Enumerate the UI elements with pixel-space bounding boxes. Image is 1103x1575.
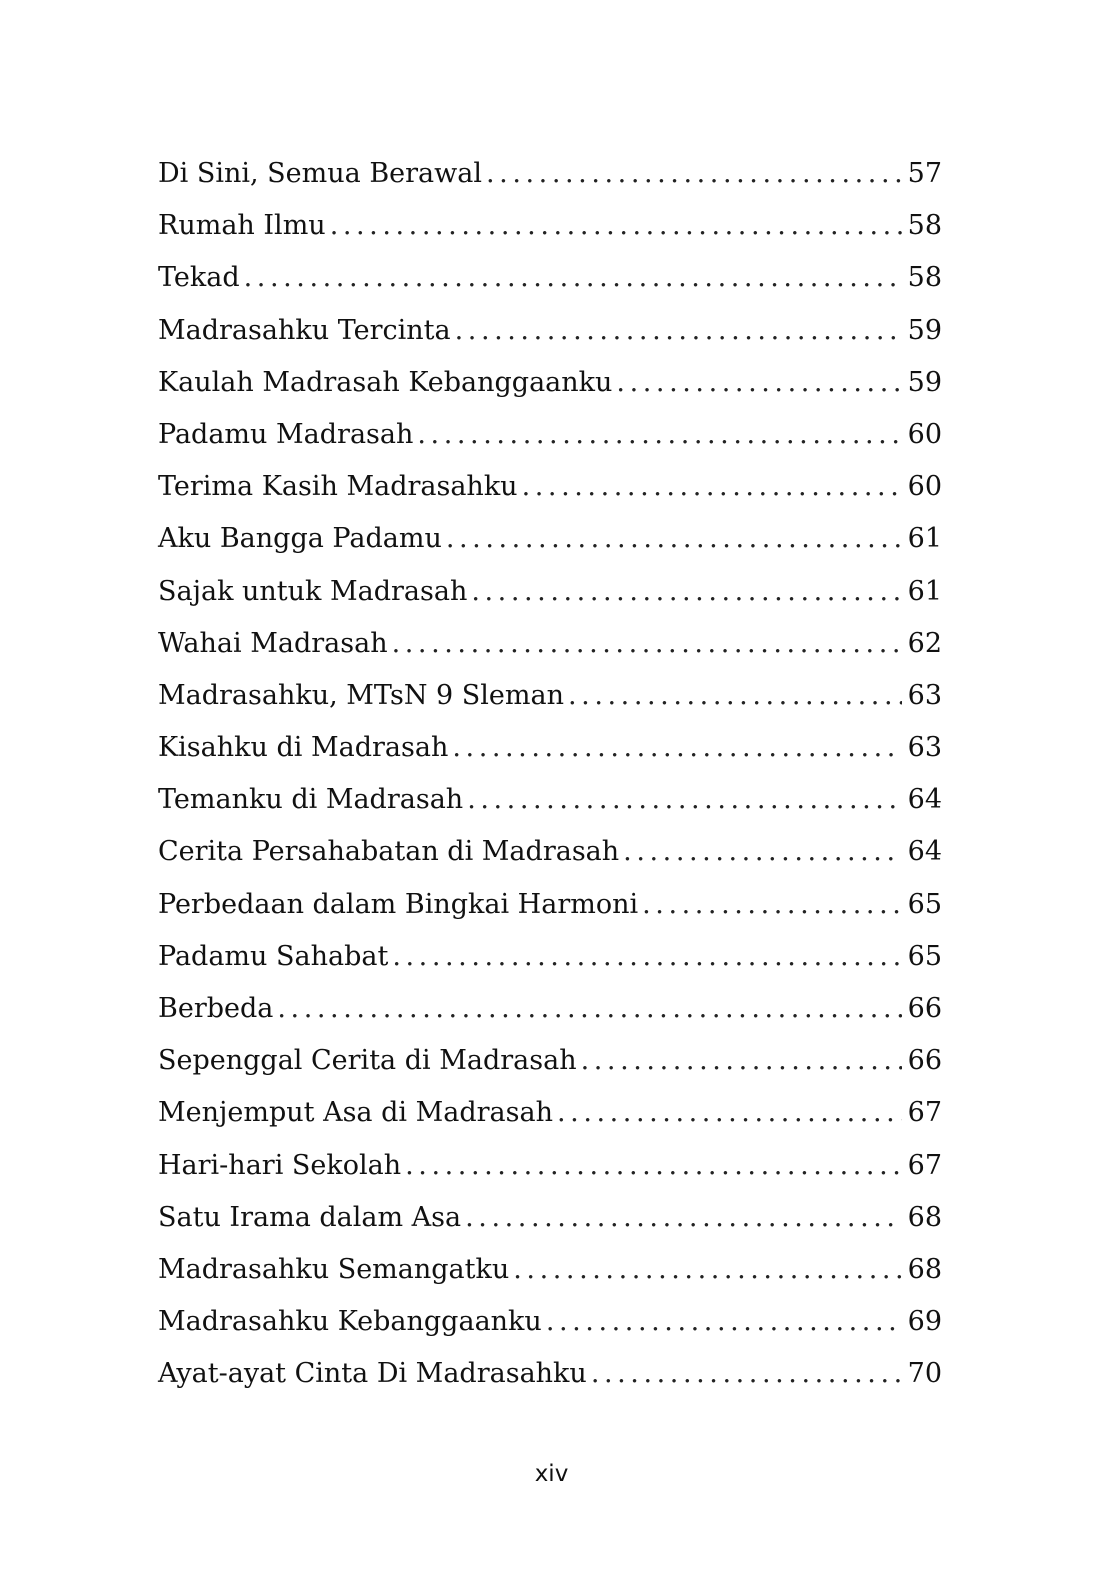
toc-entry-title: Terima Kasih Madrasahku <box>158 471 518 503</box>
page-number: xiv <box>534 1461 569 1487</box>
toc-dot-leader <box>623 830 901 874</box>
toc-entry-title: Madrasahku Semangatku <box>158 1253 510 1285</box>
toc-entry-title: Di Sini, Semua Berawal <box>158 158 482 189</box>
toc-entry-page: 58 <box>907 262 942 294</box>
toc-entry <box>158 1248 942 1300</box>
toc-entry-page: 68 <box>907 1253 942 1285</box>
toc-entry <box>158 1039 942 1091</box>
toc-dot-leader <box>244 256 902 300</box>
toc-entry <box>158 1144 942 1196</box>
toc-entry <box>158 1352 942 1404</box>
toc-entry-title: Ayat-ayat Cinta Di Madrasahku <box>158 1358 587 1390</box>
toc-entry-page: 61 <box>907 575 942 607</box>
toc-dot-leader <box>392 935 901 979</box>
table-of-contents <box>158 152 942 1405</box>
toc-entry-title: Temanku di Madrasah <box>158 784 464 816</box>
toc-entry <box>158 622 942 674</box>
toc-entry-page: 57 <box>907 158 942 189</box>
toc-entry-page: 65 <box>907 888 942 920</box>
toc-dot-leader <box>455 309 902 353</box>
toc-entry-title: Kisahku di Madrasah <box>158 732 449 764</box>
toc-entry <box>158 935 942 987</box>
toc-entry <box>158 778 942 830</box>
toc-entry-title: Kaulah Madrasah Kebanggaanku <box>158 366 613 398</box>
toc-dot-leader <box>642 883 902 927</box>
toc-entry-page: 64 <box>907 836 942 868</box>
toc-entry-page: 59 <box>907 314 942 346</box>
toc-dot-leader <box>277 987 901 1031</box>
toc-dot-leader <box>591 1352 902 1396</box>
toc-dot-leader <box>522 465 902 509</box>
toc-entry-title: Sepenggal Cerita di Madrasah <box>158 1045 577 1077</box>
toc-entry-page: 64 <box>907 784 942 816</box>
toc-entry-page: 63 <box>907 732 942 764</box>
toc-entry <box>158 204 942 256</box>
toc-dot-leader <box>405 1144 902 1188</box>
toc-entry-title: Wahai Madrasah <box>158 627 388 659</box>
toc-entry-title: Madrasahku Tercinta <box>158 314 451 346</box>
toc-entry-title: Menjemput Asa di Madrasah <box>158 1097 553 1129</box>
toc-entry-title: Cerita Persahabatan di Madrasah <box>158 836 620 868</box>
toc-dot-leader <box>446 517 902 561</box>
toc-entry-title: Madrasahku Kebanggaanku <box>158 1306 542 1338</box>
toc-dot-leader <box>452 726 901 770</box>
toc-entry-title: Padamu Sahabat <box>158 940 389 972</box>
toc-entry <box>158 1091 942 1143</box>
toc-entry-page: 58 <box>907 210 942 242</box>
toc-dot-leader <box>465 1196 902 1240</box>
toc-dot-leader <box>546 1300 902 1344</box>
toc-entry-page: 60 <box>907 418 942 450</box>
toc-entry-page: 60 <box>907 471 942 503</box>
toc-entry-title: Hari-hari Sekolah <box>158 1149 402 1181</box>
toc-entry-title: Rumah Ilmu <box>158 210 326 242</box>
toc-entry <box>158 987 942 1039</box>
toc-dot-leader <box>557 1091 902 1135</box>
toc-entry-title: Tekad <box>158 262 240 294</box>
toc-entry <box>158 309 942 361</box>
toc-entry-page: 63 <box>907 679 942 711</box>
toc-entry-page: 61 <box>907 523 942 555</box>
toc-entry-title: Padamu Madrasah <box>158 418 414 450</box>
toc-entry <box>158 883 942 935</box>
toc-entry <box>158 256 942 308</box>
toc-entry-page: 69 <box>907 1306 942 1338</box>
toc-entry <box>158 1300 942 1352</box>
toc-dot-leader <box>392 622 902 666</box>
toc-entry-title: Berbeda <box>158 993 274 1024</box>
toc-entry-title: Sajak untuk Madrasah <box>158 575 468 607</box>
toc-entry-page: 66 <box>907 993 942 1024</box>
toc-dot-leader <box>513 1248 901 1292</box>
toc-entry <box>158 570 942 622</box>
toc-entry-title: Madrasahku, MTsN 9 Sleman <box>158 679 565 711</box>
toc-dot-leader <box>616 361 901 405</box>
toc-entry <box>158 1196 942 1248</box>
toc-entry-title: Perbedaan dalam Bingkai Harmoni <box>158 888 639 920</box>
toc-entry <box>158 361 942 413</box>
toc-dot-leader <box>471 570 901 614</box>
toc-entry <box>158 674 942 726</box>
toc-dot-leader <box>330 204 902 248</box>
toc-dot-leader <box>486 152 902 196</box>
toc-dot-leader <box>417 413 901 457</box>
toc-entry <box>158 465 942 517</box>
toc-entry-page: 66 <box>907 1045 942 1077</box>
toc-entry <box>158 726 942 778</box>
toc-dot-leader <box>467 778 901 822</box>
toc-entry-title: Satu Irama dalam Asa <box>158 1201 462 1233</box>
toc-entry <box>158 517 942 569</box>
toc-entry-title: Aku Bangga Padamu <box>158 523 442 555</box>
toc-entry-page: 65 <box>907 940 942 972</box>
toc-entry-page: 67 <box>907 1149 942 1181</box>
toc-entry-page: 67 <box>907 1097 942 1129</box>
toc-dot-leader <box>581 1039 902 1083</box>
toc-entry <box>158 830 942 882</box>
toc-entry <box>158 413 942 465</box>
toc-entry-page: 70 <box>907 1358 942 1390</box>
toc-entry <box>158 152 942 204</box>
toc-entry-page: 59 <box>907 366 942 398</box>
toc-dot-leader <box>568 674 902 718</box>
toc-entry-page: 62 <box>907 627 942 659</box>
toc-entry-page: 68 <box>907 1201 942 1233</box>
